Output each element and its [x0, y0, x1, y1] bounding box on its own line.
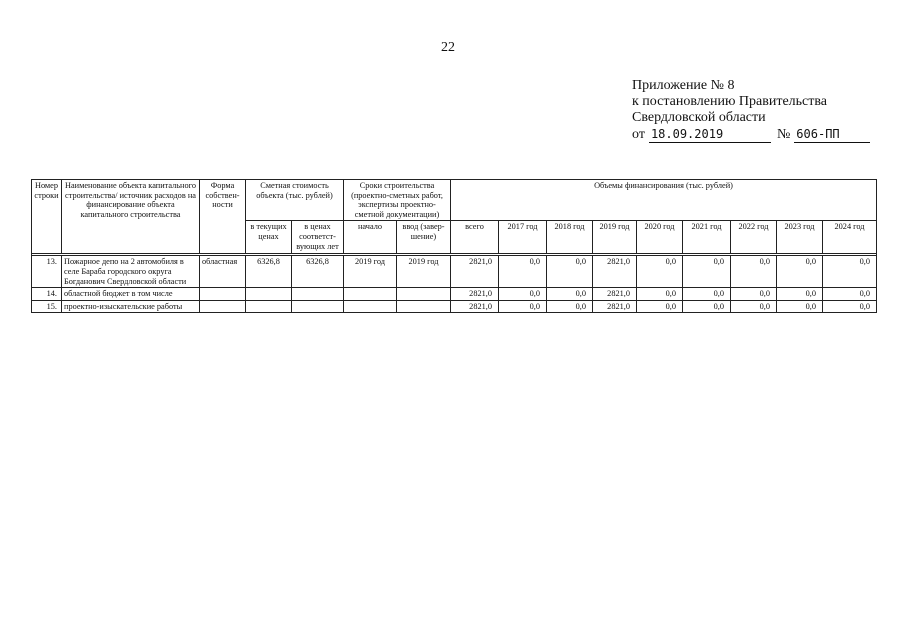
row-ownership — [200, 300, 246, 313]
number-label: № — [776, 127, 791, 142]
row-2017: 0,0 — [499, 288, 547, 301]
header-funding: Объемы финансирования (тыс. рублей) — [451, 180, 877, 221]
row-cost-years — [292, 288, 344, 301]
row-name: проектно-изыскательские работы — [62, 300, 200, 313]
row-2021: 0,0 — [683, 300, 731, 313]
row-2018: 0,0 — [547, 288, 593, 301]
header-row-1 — [32, 180, 877, 221]
row-start — [344, 288, 397, 301]
row-cost-years — [292, 300, 344, 313]
row-2018: 0,0 — [547, 256, 593, 288]
header-name: Наименование объекта капитального строительства/ источник расходов на финансирование объекта капитального строительства — [62, 180, 200, 254]
header-year-2017: 2017 год — [499, 221, 547, 254]
row-cost-current — [246, 300, 292, 313]
row-number: 13. — [32, 256, 62, 288]
row-2020: 0,0 — [637, 256, 683, 288]
appendix-title: Приложение № 8 — [632, 78, 735, 93]
date-label: от — [632, 127, 645, 142]
row-number: 14. — [32, 288, 62, 301]
header-row-number: Номер строки — [32, 180, 62, 254]
row-cost-years: 6326,8 — [292, 256, 344, 288]
row-2020: 0,0 — [637, 288, 683, 301]
row-2017: 0,0 — [499, 300, 547, 313]
row-cost-current: 6326,8 — [246, 256, 292, 288]
row-name: Пожарное депо на 2 автомобиля в селе Бараба городского округа Богданович Свердловской области — [62, 256, 200, 288]
row-start: 2019 год — [344, 256, 397, 288]
header-year-2019: 2019 год — [593, 221, 637, 254]
row-2023: 0,0 — [777, 288, 823, 301]
header-year-2021: 2021 год — [683, 221, 731, 254]
row-2021: 0,0 — [683, 256, 731, 288]
row-2024: 0,0 — [823, 288, 877, 301]
row-2024: 0,0 — [823, 300, 877, 313]
financing-table — [31, 179, 877, 313]
appendix-signature-line — [632, 126, 882, 143]
header-year-2023: 2023 год — [777, 221, 823, 254]
row-2019: 2821,0 — [593, 300, 637, 313]
resolution-date: 18.09.2019 — [649, 126, 771, 143]
header-year-2018: 2018 год — [547, 221, 593, 254]
header-total: всего — [451, 221, 499, 254]
row-2022: 0,0 — [731, 288, 777, 301]
row-2023: 0,0 — [777, 300, 823, 313]
header-year-2024: 2024 год — [823, 221, 877, 254]
resolution-number: 606-ПП — [794, 126, 870, 143]
row-completion — [397, 288, 451, 301]
row-ownership: областная — [200, 256, 246, 288]
row-ownership — [200, 288, 246, 301]
header-year-2020: 2020 год — [637, 221, 683, 254]
row-cost-current — [246, 288, 292, 301]
row-total: 2821,0 — [451, 256, 499, 288]
row-2022: 0,0 — [731, 300, 777, 313]
row-2020: 0,0 — [637, 300, 683, 313]
row-number: 15. — [32, 300, 62, 313]
header-year-2022: 2022 год — [731, 221, 777, 254]
appendix-resolution: к постановлению Правительства — [632, 94, 828, 109]
table-row — [32, 288, 877, 301]
row-2024: 0,0 — [823, 256, 877, 288]
row-total: 2821,0 — [451, 288, 499, 301]
appendix-region: Свердловской области — [632, 110, 766, 125]
header-cost-years: в ценах соответст-вующих лет — [292, 221, 344, 254]
header-completion: ввод (завер-шение) — [397, 221, 451, 254]
header-terms: Сроки строительства (проектно-сметных работ, экспертизы проектно-сметной документации) — [344, 180, 451, 221]
row-2022: 0,0 — [731, 256, 777, 288]
row-start — [344, 300, 397, 313]
row-2017: 0,0 — [499, 256, 547, 288]
row-total: 2821,0 — [451, 300, 499, 313]
row-2019: 2821,0 — [593, 256, 637, 288]
appendix-header — [632, 78, 882, 143]
row-2021: 0,0 — [683, 288, 731, 301]
row-2018: 0,0 — [547, 300, 593, 313]
table-row — [32, 300, 877, 313]
header-ownership: Форма собствен-ности — [200, 180, 246, 254]
header-start: начало — [344, 221, 397, 254]
row-name: областной бюджет в том числе — [62, 288, 200, 301]
table-row — [32, 256, 877, 288]
row-2019: 2821,0 — [593, 288, 637, 301]
header-estimated-cost: Сметная стоимость объекта (тыс. рублей) — [246, 180, 344, 221]
page-number: 22 — [441, 40, 455, 55]
row-2023: 0,0 — [777, 256, 823, 288]
header-cost-current: в текущих ценах — [246, 221, 292, 254]
row-completion — [397, 300, 451, 313]
row-completion: 2019 год — [397, 256, 451, 288]
